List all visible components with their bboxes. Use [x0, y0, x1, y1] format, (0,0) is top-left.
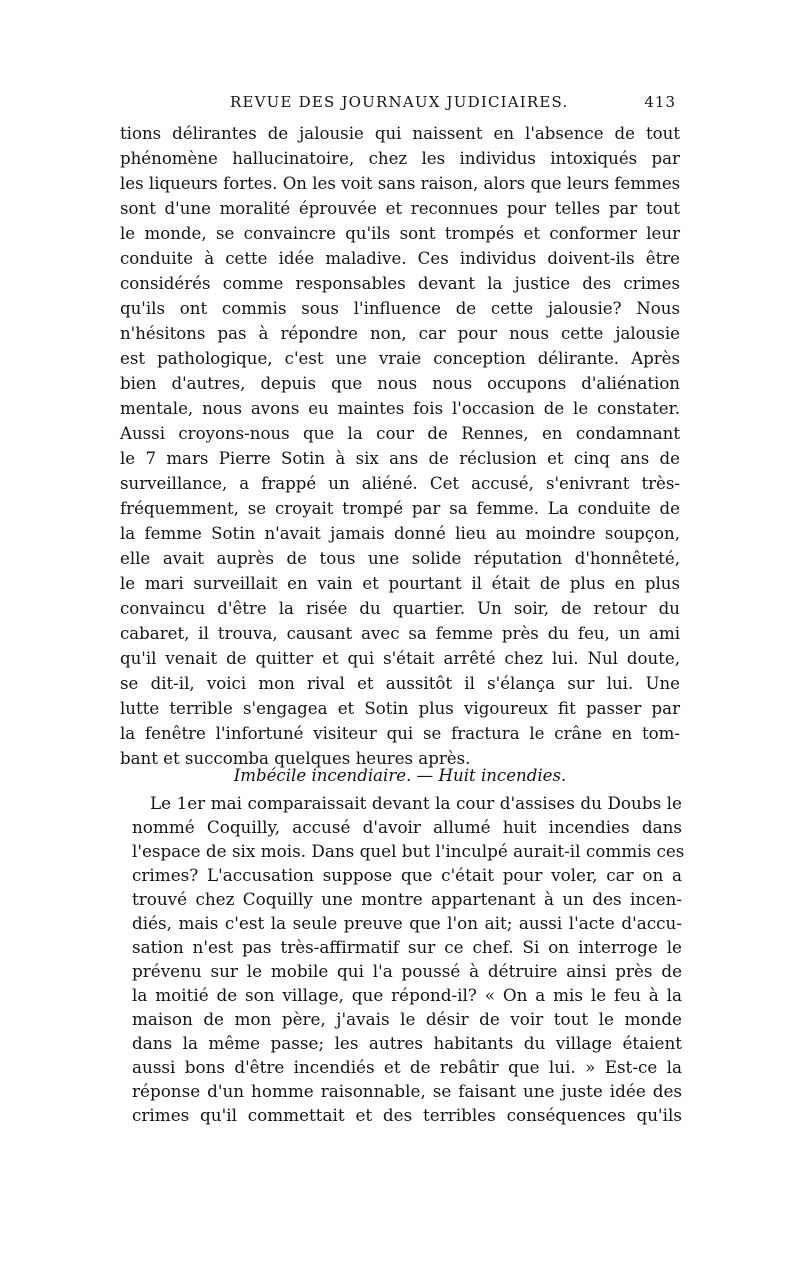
- text-line: mentale, nous avons eu maintes fois l'occasion de le constater.: [120, 399, 680, 418]
- running-title: REVUE DES JOURNAUX JUDICIAIRES.: [230, 93, 569, 111]
- text-line: Aussi croyons-nous que la cour de Rennes, en condamnant: [120, 424, 680, 443]
- text-line: le 7 mars Pierre Sotin à six ans de réclusion et cinq ans de: [120, 449, 680, 468]
- text-line: dans la même passe; les autres habitants du village étaient: [132, 1033, 682, 1053]
- text-line: lutte terrible s'engagea et Sotin plus vigoureux fit passer par: [120, 699, 680, 718]
- text-line: qu'ils ont commis sous l'influence de cette jalousie? Nous: [120, 299, 680, 318]
- text-line: les liqueurs fortes. On les voit sans raison, alors que leurs femmes: [120, 174, 681, 193]
- text-line: n'hésitons pas à répondre non, car pour nous cette jalousie: [120, 324, 680, 343]
- text-line: maison de mon père, j'avais le désir de voir tout le monde: [132, 1009, 682, 1029]
- text-line: phénomène hallucinatoire, chez les individus intoxiqués par: [120, 149, 680, 168]
- text-line: Le 1er mai comparaissait devant la cour d'assises du Doubs le: [150, 793, 682, 813]
- text-line: crimes? L'accusation suppose que c'était pour voler, car on a: [132, 865, 682, 885]
- text-line: est pathologique, c'est une vraie conception délirante. Après: [120, 349, 680, 368]
- section-heading: Imbécile incendiaire. — Huit incendies.: [233, 766, 567, 785]
- text-line: qu'il venait de quitter et qui s'était arrêté chez lui. Nul doute,: [120, 649, 680, 668]
- text-line: prévenu sur le mobile qui l'a poussé à détruire ainsi près de: [132, 961, 682, 981]
- text-line: tions délirantes de jalousie qui naissent en l'absence de tout: [120, 124, 680, 143]
- text-line: sation n'est pas très-affirmatif sur ce chef. Si on interroge le: [132, 937, 682, 957]
- text-line: la fenêtre l'infortuné visiteur qui se fractura le crâne en tom-: [120, 724, 680, 743]
- page-number: 413: [644, 93, 676, 111]
- text-line: nommé Coquilly, accusé d'avoir allumé huit incendies dans: [132, 817, 682, 837]
- text-line: convaincu d'être la risée du quartier. Un soir, de retour du: [120, 599, 680, 618]
- text-line: crimes qu'il commettait et des terribles conséquences qu'ils: [132, 1105, 682, 1125]
- text-line: cabaret, il trouva, causant avec sa femme près du feu, un ami: [120, 624, 680, 643]
- text-line: conduite à cette idée maladive. Ces individus doivent-ils être: [120, 249, 680, 268]
- text-line: considérés comme responsables devant la justice des crimes: [120, 274, 680, 293]
- text-line: elle avait auprès de tous une solide réputation d'honnêteté,: [120, 549, 680, 568]
- text-line: sont d'une moralité éprouvée et reconnues pour telles par tout: [120, 199, 680, 218]
- text-line: bien d'autres, depuis que nous nous occupons d'aliénation: [120, 374, 680, 393]
- text-line: la moitié de son village, que répond-il? « On a mis le feu à la: [132, 985, 682, 1005]
- text-line: l'espace de six mois. Dans quel but l'inculpé aurait-il commis ces: [132, 841, 685, 861]
- text-line: le mari surveillait en vain et pourtant il était de plus en plus: [120, 574, 680, 593]
- text-line: bant et succomba quelques heures après.: [120, 749, 471, 768]
- text-line: se dit-il, voici mon rival et aussitôt il s'élança sur lui. Une: [120, 674, 680, 693]
- text-line: le monde, se convaincre qu'ils sont trompés et conformer leur: [120, 224, 680, 243]
- text-line: diés, mais c'est la seule preuve que l'on ait; aussi l'acte d'accu-: [132, 913, 682, 933]
- running-head: [120, 93, 680, 117]
- text-line: fréquemment, se croyait trompé par sa femme. La conduite de: [120, 499, 680, 518]
- text-line: surveillance, a frappé un aliéné. Cet accusé, s'enivrant très-: [120, 474, 680, 493]
- text-line: trouvé chez Coquilly une montre appartenant à un des incen-: [132, 889, 682, 909]
- text-line: la femme Sotin n'avait jamais donné lieu au moindre soupçon,: [120, 524, 680, 543]
- text-line: réponse d'un homme raisonnable, se faisant une juste idée des: [132, 1081, 682, 1101]
- text-line: aussi bons d'être incendiés et de rebâtir que lui. » Est-ce la: [132, 1057, 682, 1077]
